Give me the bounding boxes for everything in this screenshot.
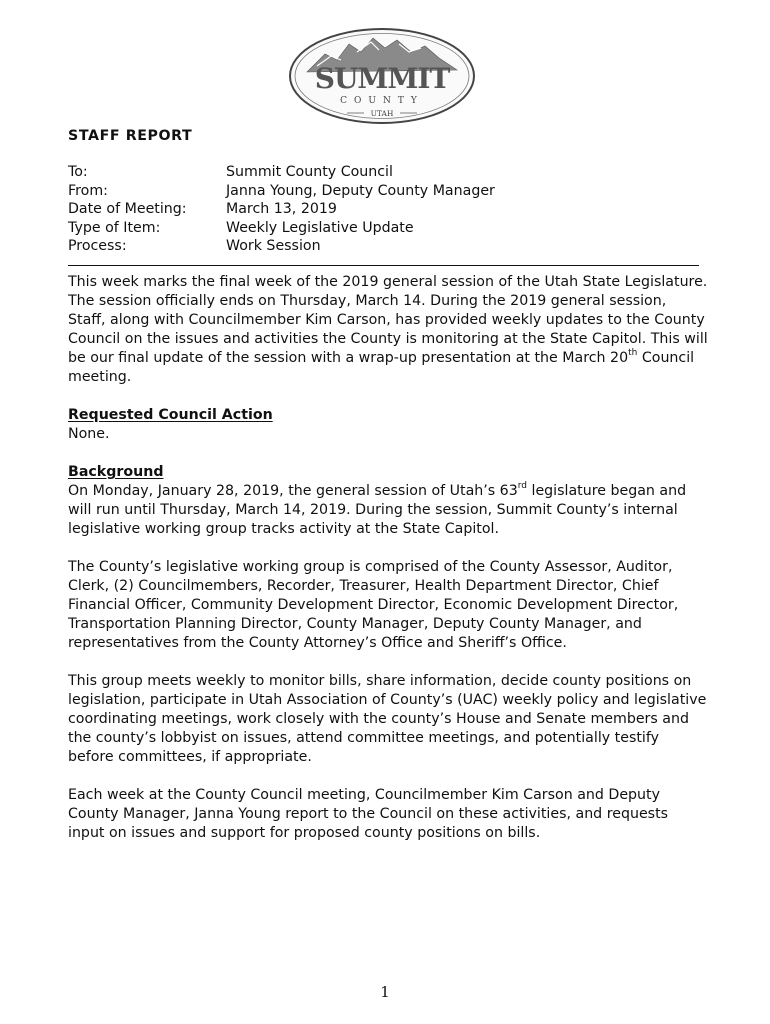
intro-superscript: th	[628, 348, 638, 359]
requested-action-section	[68, 406, 708, 444]
svg-text:COUNTY: COUNTY	[340, 96, 424, 106]
background-paragraph-2: The County’s legislative working group is comprised of the County Assessor, Auditor, Clerk, (2) Councilmembers, Recorder, Treasurer, Health Department Director, Chief Financial Officer, Community Development Director, Economic Development Director, Transportation Planning Director, County Manager, Deputy County Manager, and representatives from the County Attorney’s Office and Sheriff’s Office.	[68, 559, 679, 651]
background-paragraph-1	[68, 463, 708, 539]
requested-action-text: None.	[68, 426, 110, 442]
summit-county-logo	[287, 26, 477, 126]
intro-paragraph	[68, 273, 708, 387]
background-paragraph-4: Each week at the County Council meeting, Councilmember Kim Carson and Deputy County Manager, Janna Young report to the Council on these activities, and requests input on issues and support for proposed county positions on bills.	[68, 787, 669, 841]
date-label: Date of Meeting:	[68, 201, 187, 218]
background-heading: Background	[68, 464, 164, 480]
intro-text-end: Council meeting.	[68, 350, 695, 385]
background-p1-text-end: legislature began and will run until Thursday, March 14, 2019. During the session, Summit County’s internal legislative working group tracks activity at the State Capitol.	[68, 483, 687, 537]
background-p1-text: On Monday, January 28, 2019, the general session of Utah’s 63	[68, 483, 518, 499]
requested-action-heading: Requested Council Action	[68, 407, 273, 423]
horizontal-rule	[68, 265, 699, 266]
svg-text:SUMMIT: SUMMIT	[314, 62, 450, 95]
type-label: Type of Item:	[68, 219, 161, 236]
background-paragraph-3: This group meets weekly to monitor bills, share information, decide county positions on legislation, participate in Utah Association of County’s (UAC) weekly policy and legislative coordinating meetings, work closely with the county’s House and Senate members and the county’s lobbyist on issues, attend committee meetings, and potentially testify before committees, if appropriate.	[68, 673, 707, 765]
report-title: STAFF REPORT	[68, 128, 193, 144]
process-label: Process:	[68, 238, 127, 255]
intro-text: This week marks the final week of the 2019 general session of the Utah State Legislature. The session officially ends on Thursday, March 14. During the 2019 general session, Staff, along with Councilmember Kim Carson, has provided weekly updates to the County Council on the issues and activities the County is monitoring at the State Capitol. This will be our final update of the session with a wrap-up presentation at the March 20	[68, 274, 708, 366]
background-p1-superscript: rd	[517, 481, 527, 492]
to-value: Summit County Council	[226, 164, 393, 180]
svg-text:UTAH: UTAH	[370, 109, 394, 118]
from-value: Janna Young, Deputy County Manager	[226, 182, 495, 199]
page-number: 1	[380, 983, 390, 1001]
to-label: To:	[68, 164, 88, 180]
type-value: Weekly Legislative Update	[226, 219, 414, 236]
process-value: Work Session	[226, 238, 321, 255]
from-label: From:	[68, 182, 108, 199]
date-value: March 13, 2019	[226, 201, 337, 218]
report-body	[68, 273, 708, 862]
